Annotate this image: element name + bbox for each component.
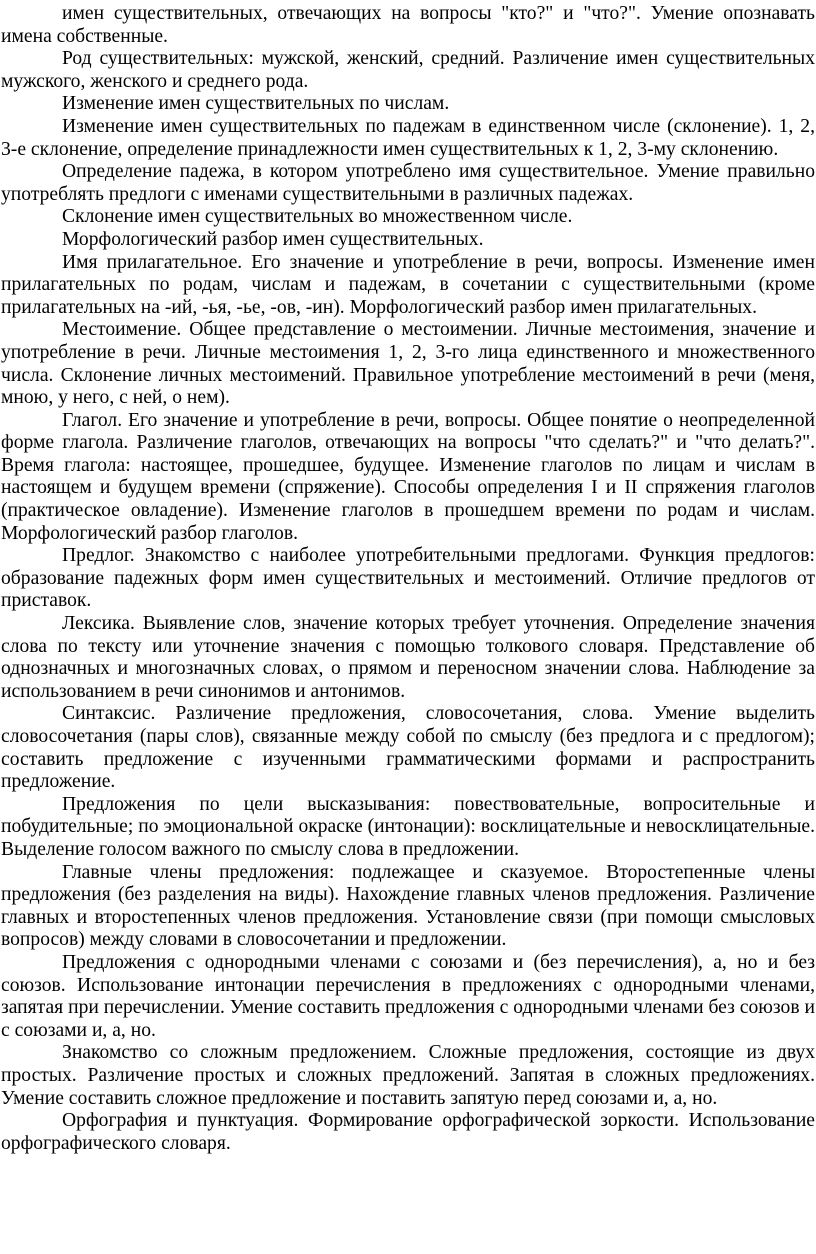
paragraph-sentence-purpose: Предложения по цели высказывания: повествовательные, вопросительные и побудительные; по эмоциональной окраске (интонации): восклицательные и невосклицательные. Выделение голосом важного по смыслу слова в предложении. — [1, 793, 815, 860]
paragraph-plural-declension: Склонение имен существительных во множественном числе. — [62, 206, 573, 228]
paragraph-adjective: Имя прилагательное. Его значение и употребление в речи, вопросы. Изменение имен прилагательных по родам, числам и падежам, в сочетании с существительными (кроме прилагательных на -ий, -ья, -ье, -ов, -ин). Морфологический разбор имен прилагательных. — [1, 251, 815, 318]
paragraph-noun-number: Изменение имен существительных по числам. — [62, 93, 450, 115]
paragraph-orthography: Орфография и пунктуация. Формирование орфографической зоркости. Использование орфографического словаря. — [1, 1110, 815, 1154]
paragraph-homogeneous-members: Предложения с однородными членами с союзами и (без перечисления), а, но и без союзов. Использование интонации перечисления в предложениях с однородными членами, запятая при перечислении. Умение составить предложения с однородными членами без союзов и с союзами и, а, но. — [1, 951, 815, 1041]
paragraph-complex-sentence: Знакомство со сложным предложением. Сложные предложения, состоящие из двух простых. Различение простых и сложных предложений. Запятая в сложных предложениях. Умение составить сложное предложение и поставить запятую перед союзами и, а, но. — [1, 1042, 815, 1109]
paragraph-pronoun: Местоимение. Общее представление о местоимении. Личные местоимения, значение и употребление в речи. Личные местоимения 1, 2, 3-го лица единственного и множественного числа. Склонение личных местоимений. Правильное употребление местоимений в речи (меня, мною, у него, с ней, о нем). — [1, 319, 815, 409]
paragraph-noun-gender: Род существительных: мужской, женский, средний. Различение имен существительных мужского, женского и среднего рода. — [1, 48, 815, 92]
paragraph-preposition: Предлог. Знакомство с наиболее употребительными предлогами. Функция предлогов: образование падежных форм имен существительных и местоимений. Отличие предлогов от приставок. — [1, 545, 815, 612]
paragraph-lexicon: Лексика. Выявление слов, значение которых требует уточнения. Определение значения слова по тексту или уточнение значения с помощью толкового словаря. Представление об однозначных и многозначных словах, о прямом и переносном значении слова. Наблюдение за использованием в речи синонимов и антонимов. — [1, 613, 815, 702]
paragraph-syntax: Синтаксис. Различение предложения, словосочетания, слова. Умение выделить словосочетания (пары слов), связанные между собой по смыслу (без предлога и с предлогом); составить предложение с изученными грамматическими формами и распространить предложение. — [1, 703, 815, 793]
paragraph-verb: Глагол. Его значение и употребление в речи, вопросы. Общее понятие о неопределенной форме глагола. Различение глаголов, отвечающих на вопросы "что сделать?" и "что делать?". Время глагола: настоящее, прошедшее, будущее. Изменение глаголов по лицам и числам в настоящем и будущем времени (спряжение). Способы определения I и II спряжения глаголов (практическое овладение). Изменение глаголов в прошедшем времени по родам и числам. Морфологический разбор глаголов. — [1, 409, 815, 544]
paragraph-nouns-questions: имен существительных, отвечающих на вопросы "кто?" и "что?". Умение опознавать имена собственные. — [1, 3, 815, 47]
paragraph-noun-parsing: Морфологический разбор имен существительных. — [62, 228, 484, 250]
paragraph-noun-declension: Изменение имен существительных по падежам в единственном числе (склонение). 1, 2, 3-е склонение, определение принадлежности имен существительных к 1, 2, 3-му склонению. — [1, 115, 815, 160]
paragraph-main-members: Главные члены предложения: подлежащее и сказуемое. Второстепенные члены предложения (без разделения на виды). Нахождение главных членов предложения. Различение главных и второстепенных членов предложения. Установление связи (при помощи смысловых вопросов) между словами в словосочетании и предложении. — [1, 861, 815, 951]
paragraph-case-definition: Определение падежа, в котором употреблено имя существительное. Умение правильно употреблять предлоги с именами существительными в различных падежах. — [1, 161, 815, 205]
